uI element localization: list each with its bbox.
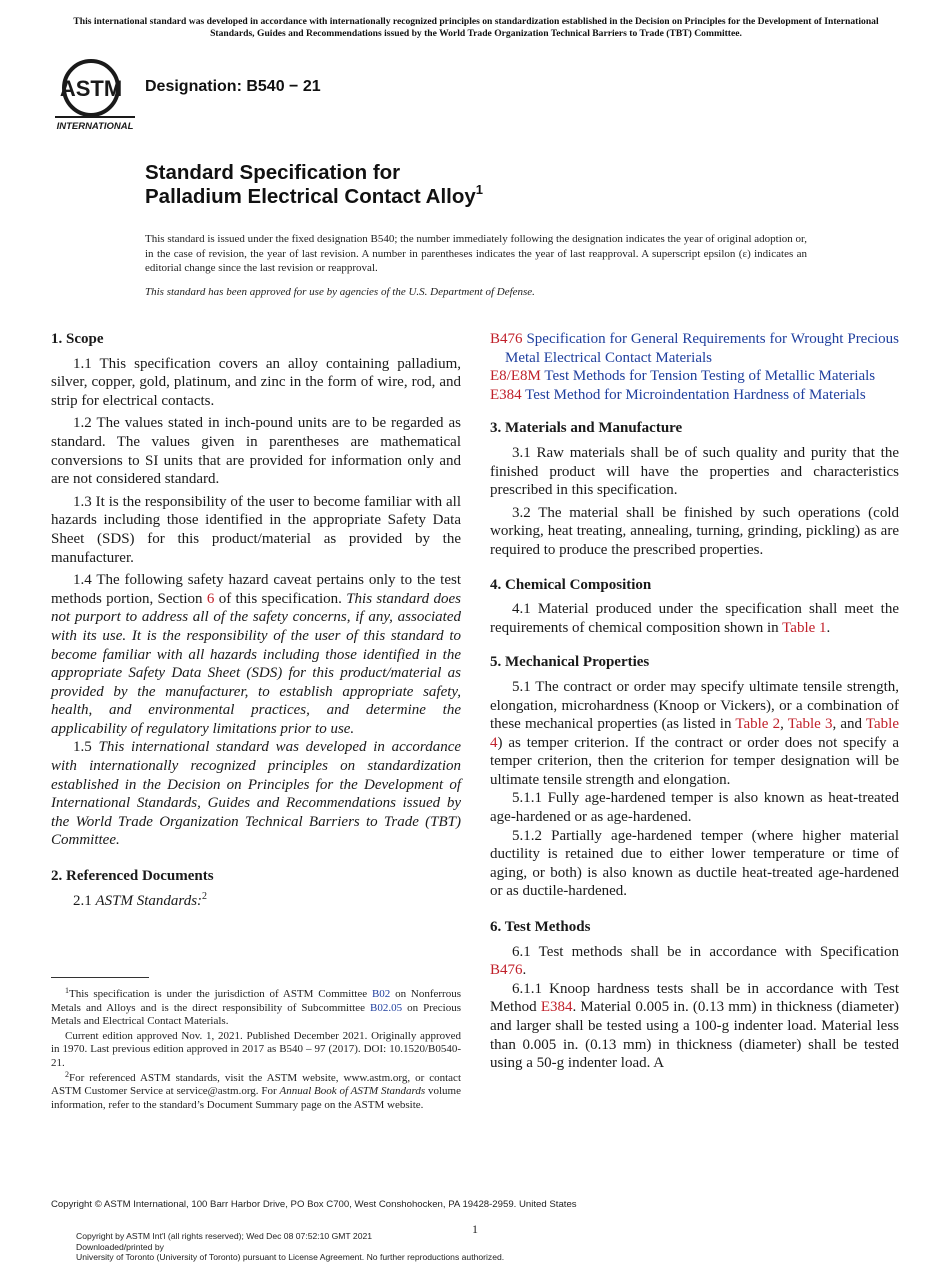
ref-e384: [490, 386, 899, 405]
para-1-5-text: This international standard was developed in accordance with internationally recognized principles on standardization established in the Decision on Principles for the Development of International Standards, Guides and Recommendations issued by the World Trade Organization Technical Barriers to Trade (TBT) Committee.: [51, 739, 462, 849]
left-column: [51, 330, 461, 914]
table-1-link[interactable]: Table 1: [782, 619, 827, 636]
svg-text:ASTM: ASTM: [59, 76, 123, 101]
para-3-1: 3.1 Raw materials shall be of such quality and purity that the finished product will have the properties and characteristics prescribed in this specification.: [490, 444, 899, 499]
document-title: [145, 161, 845, 209]
license-line-3: University of Toronto (University of Toronto) pursuant to License Agreement. No further reproductions authorized.: [76, 1252, 505, 1263]
ref-title[interactable]: Test Methods for Tension Testing of Metallic Materials: [544, 368, 876, 385]
license-line-1: Copyright by ASTM Int'l (all rights reserved); Wed Dec 08 07:52:10 GMT 2021: [76, 1231, 373, 1241]
ref-code[interactable]: E8/E8M: [490, 368, 541, 385]
ref-title[interactable]: Specification for General Requirements for Wrought Precious Metal Electrical Contact Materials: [505, 331, 900, 366]
footnote-1-number: 1: [65, 986, 69, 995]
table-4-link[interactable]: Table 4: [490, 716, 899, 751]
designation: Designation: B540 − 21: [145, 78, 321, 95]
b02-link[interactable]: B02: [371, 988, 391, 1000]
footnote-2: [51, 1069, 461, 1113]
para-4-1: [490, 600, 899, 637]
para-6-1-text-b: .: [522, 962, 527, 979]
right-column: [490, 330, 899, 1073]
title-line-1: Standard Specification for: [145, 161, 401, 184]
license-line-2: Downloaded/printed by: [76, 1241, 164, 1252]
para-5-1-sep-2: , and: [832, 716, 866, 733]
page-number: 1: [472, 1222, 478, 1236]
para-5-1-sep-1: ,: [780, 716, 788, 733]
top-notice: This international standard was developed in accordance with internationally recognized principles on standardization established in the Decision on Principles for the Development of International Standards, Guides and Recommendations issued by the World Trade Organization Technical Barriers to Trade (TBT) Committee.: [73, 16, 879, 39]
title-line-2: [145, 182, 845, 209]
annual-book-title: Annual Book of ASTM Standards: [279, 1085, 426, 1098]
para-6-1-1-text-a: 6.1.1 Knoop hardness tests shall be in accordance with Test Method: [490, 980, 899, 1016]
title-footnote-marker[interactable]: 1: [475, 182, 483, 197]
para-6-1: [490, 943, 899, 980]
ref-b476: [490, 330, 899, 367]
para-4-1-text-b: .: [826, 619, 831, 636]
footnote-2-marker[interactable]: 2: [202, 890, 208, 902]
para-5-1-text-a: 5.1 The contract or order may specify ultimate tensile strength, elongation, microhardness (Knoop or Vickers), or a combination of these mechanical properties (as listed in: [490, 678, 899, 733]
title-line-2-text: Palladium Electrical Contact Alloy: [145, 185, 476, 208]
section-6-link[interactable]: 6: [206, 590, 215, 607]
footnote-divider: [51, 977, 149, 978]
section-5-heading: 5. Mechanical Properties: [490, 654, 650, 671]
footnote-1-text-c: on Precious Metals and Electrical Contact Materials.: [51, 1001, 461, 1028]
section-1-heading: 1. Scope: [51, 331, 104, 347]
section-4-heading: 4. Chemical Composition: [490, 576, 652, 593]
para-1-3: 1.3 It is the responsibility of the user to become familiar with all hazards including those identified in the appropriate Safety Data Sheet (SDS) for this product/material as provided by the manufacturer.: [51, 493, 461, 566]
ref-code[interactable]: B476: [490, 331, 523, 347]
para-1-5-num: 1.5: [73, 739, 99, 756]
para-1-1: 1.1 This specification covers an alloy containing palladium, silver, copper, gold, platinum, and zinc in the form of wire, rod, and strip for electrical contacts.: [51, 355, 461, 409]
footnote-2-number: 2: [65, 1069, 69, 1079]
para-5-1-2: 5.1.2 Partially age-hardened temper (where higher material ductility is retained due to either lower temperature or time of aging, or both) is also known as ductile heat-treated age-hardened or as ductile-hardened.: [490, 827, 899, 900]
section-3-heading: 3. Materials and Manufacture: [490, 420, 683, 437]
para-5-1-1: 5.1.1 Fully age-hardened temper is also known as heat-treated age-hardened or as age-hardened.: [490, 790, 899, 826]
b02-05-link[interactable]: B02.05: [369, 1001, 403, 1014]
para-6-1-1-text-b: . Material 0.005 in. (0.13 mm) in thickness (diameter) and larger shall be tested using a 100-g indenter load. Material less than 0.005 in. (0.13 mm) in thickness (diameter) shall be tested using a 50-g indenter load. A: [490, 999, 899, 1072]
ref-title[interactable]: Test Method for Microindentation Hardness of Materials: [525, 386, 866, 403]
footnote-2-text-a: For referenced ASTM standards, visit the ASTM website, www.astm.org, or contact ASTM Customer Service at service@astm.org. For: [51, 1071, 461, 1098]
para-2-1: [51, 892, 461, 911]
footnote-1-edition: Current edition approved Nov. 1, 2021. Published December 2021. Originally approved in 1970. Last previous edition approved in 2017 as B540 – 97 (2017). DOI: 10.1520/B0540-21.: [51, 1029, 461, 1069]
para-3-2: 3.2 The material shall be finished by such operations (cold working, heat treating, annealing, turning, grinding, pickling) as are required to produce the prescribed properties.: [490, 504, 899, 558]
license-notice: [76, 1231, 776, 1263]
footnotes: [51, 988, 461, 1113]
para-2-1-num: 2.1: [73, 892, 96, 909]
footnote-2-text-b: volume information, refer to the standard’s Document Summary page on the ASTM website.: [51, 1085, 461, 1111]
para-6-1-1: [490, 980, 899, 1073]
astm-standards-label: ASTM Standards:: [95, 892, 203, 909]
copyright-line: Copyright © ASTM International, 100 Barr Harbor Drive, PO Box C700, West Conshohocken, PA 19428-2959. United States: [51, 1199, 577, 1210]
e384-link[interactable]: E384: [540, 999, 573, 1016]
para-5-1: [490, 678, 899, 790]
para-1-4-text-a: 1.4 The following safety hazard caveat pertains only to the test methods portion, Section: [51, 572, 461, 607]
para-1-2: 1.2 The values stated in inch-pound units are to be regarded as standard. The values given in parentheses are mathematical conversions to SI units that are provided for information only and are not considered standard.: [51, 415, 461, 488]
astm-logo: [55, 58, 135, 132]
para-1-4-text-b: of this specification.: [214, 590, 347, 607]
logo-text: INTERNATIONAL: [56, 121, 134, 132]
table-2-link[interactable]: Table 2: [735, 716, 781, 733]
para-5-1-text-b: ) as temper criterion. If the contract or order does not specify a temper criterion, then the criterion for temper designation will be ultimate tensile strength and elongation.: [490, 734, 899, 788]
ref-e8: [490, 367, 899, 386]
footnote-1-text-b: on Nonferrous Metals and Alloys and is the direct responsibility of Subcommittee: [51, 988, 461, 1014]
para-6-1-text-a: 6.1 Test methods shall be in accordance with Specification: [512, 943, 899, 960]
para-4-1-text-a: 4.1 Material produced under the specification shall meet the requirements of chemical composition shown in: [490, 601, 899, 636]
para-1-5: [51, 738, 461, 850]
table-3-link[interactable]: Table 3: [787, 716, 833, 733]
issuance-note: This standard is issued under the fixed designation B540; the number immediately following the designation indicates the year of original adoption or, in the case of revision, the year of last revision. A number in parentheses indicates the year of last reapproval. A superscript epsilon (ε) indicates an editorial change since the last revision or reapproval.: [145, 233, 807, 275]
para-1-4-caveat: This standard does not purport to address all of the safety concerns, if any, associated with its use. It is the responsibility of the user of this standard to become familiar with all hazards including those identified in the appropriate Safety Data Sheet (SDS) for this product/material as provided by the manufacturer, to establish appropriate safety, health, and environmental practices, and determine the applicability of regulatory limitations prior to use.: [51, 590, 461, 737]
para-1-4: [51, 571, 461, 738]
footnote-1: [51, 988, 461, 1029]
section-2-heading: 2. Referenced Documents: [51, 868, 214, 885]
ref-code[interactable]: E384: [490, 386, 522, 403]
footnote-1-text-a: This specification is under the jurisdiction of ASTM Committee: [69, 988, 372, 1000]
section-6-heading: 6. Test Methods: [490, 919, 591, 936]
dod-note: This standard has been approved for use by agencies of the U.S. Department of Defense.: [145, 286, 535, 298]
b476-link[interactable]: B476: [490, 962, 523, 979]
